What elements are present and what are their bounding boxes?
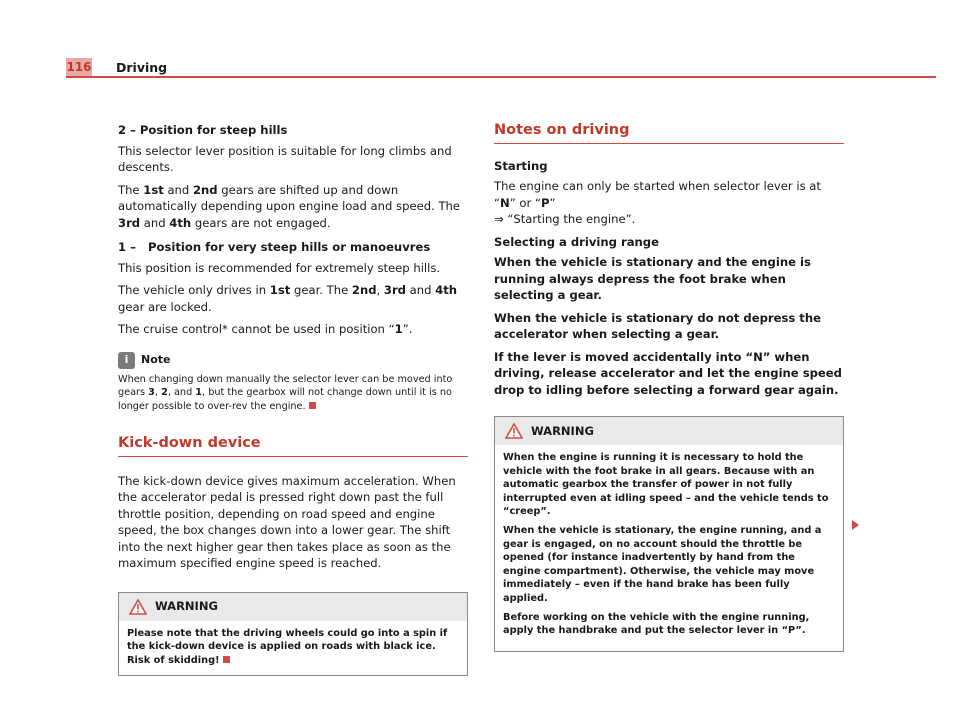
starting-text: The engine can only be started when selector lever is at “N” or “P” ⇒ “Starting the engine”. (494, 179, 821, 226)
kickdown-warning-box (118, 592, 468, 677)
position-1-text-2: The vehicle only drives in 1st gear. The 2nd, 3rd and 4th gear are locked. (118, 283, 458, 314)
warning-paragraph-3: Before working on the vehicle with the engine running, apply the handbrake and put the selector lever in “P”. (503, 611, 810, 637)
position-2-heading: 2 – Position for steep hills (118, 123, 288, 137)
warning-body (495, 445, 843, 651)
warning-header (495, 417, 843, 445)
position-2-text-2: The 1st and 2nd gears are shifted up and down automatically depending upon engine load and speed. The 3rd and 4th gears are not engaged. (118, 182, 461, 230)
warning-label: WARNING (155, 599, 218, 614)
notes-on-driving-title: Notes on driving (494, 122, 844, 144)
end-marker-icon (309, 402, 316, 409)
starting-heading: Starting (494, 158, 548, 173)
position-2-text-1: This selector lever position is suitable for long climbs and descents. (118, 143, 452, 174)
kickdown-title: Kick-down device (118, 435, 468, 457)
right-column (494, 122, 844, 652)
position-1-heading: 1 – Position for very steep hills or manoeuvres (118, 240, 431, 254)
warning-paragraph-2: When the vehicle is stationary, the engine running, and a gear is engaged, on no account should the throttle be opened (for instance inadvertently by hand from the engine compartment). Otherwise, the vehicle may move immediately – even if the hand brake has been fully applied. (503, 524, 822, 604)
position-1-text-1: This position is recommended for extremely steep hills. (118, 260, 441, 275)
warning-header (119, 593, 467, 621)
rule-2: When the vehicle is stationary do not depress the accelerator when selecting a gear. (494, 310, 821, 341)
continue-arrow-icon (852, 520, 859, 530)
left-column (118, 122, 468, 676)
driving-warning-box (494, 416, 844, 652)
warning-triangle-icon (505, 423, 523, 439)
kickdown-text: The kick-down device gives maximum acceleration. When the accelerator pedal is pressed right down past the full throttle position, depending on road speed and engine speed, the box changes down into a lower gear. The shift into the next higher gear then takes place as soon as the maximum specified engine speed is reached. (118, 473, 456, 570)
starting-reference: ⇒ “Starting the engine”. (494, 212, 636, 226)
rule-3: If the lever is moved accidentally into “N” when driving, release accelerator and let the engine speed drop to idling before selecting a forward gear again. (494, 349, 842, 397)
selecting-range-heading: Selecting a driving range (494, 234, 659, 249)
header-rule (66, 76, 936, 78)
section-name: Driving (116, 60, 168, 75)
warning-paragraph-1: When the engine is running it is necessary to hold the vehicle with the foot brake in all gears. Because with an automatic gearbox the transfer of power in not fully interrupted even at idling speed – and the vehicle tends to “creep”. (503, 452, 829, 518)
warning-label: WARNING (531, 423, 594, 438)
page-number: 116 (66, 60, 92, 74)
note-heading (118, 352, 468, 369)
rule-1: When the vehicle is stationary and the engine is running always depress the foot brake when selecting a gear. (494, 255, 811, 302)
position-1-text-3: The cruise control* cannot be used in position “1”. (118, 322, 413, 336)
warning-body: Please note that the driving wheels could go into a spin if the kick-down device is applied on roads with black ice. Risk of skidding! (127, 627, 448, 666)
warning-triangle-icon (129, 599, 147, 615)
note-text: When changing down manually the selector lever can be moved into gears 3, 2, and 1, but the gearbox will not change down until it is no longer possible to over-rev the engine. (118, 373, 453, 412)
note-label: Note (141, 352, 171, 366)
info-icon: i (118, 352, 135, 369)
end-marker-icon (223, 656, 230, 663)
page-header (0, 0, 960, 80)
